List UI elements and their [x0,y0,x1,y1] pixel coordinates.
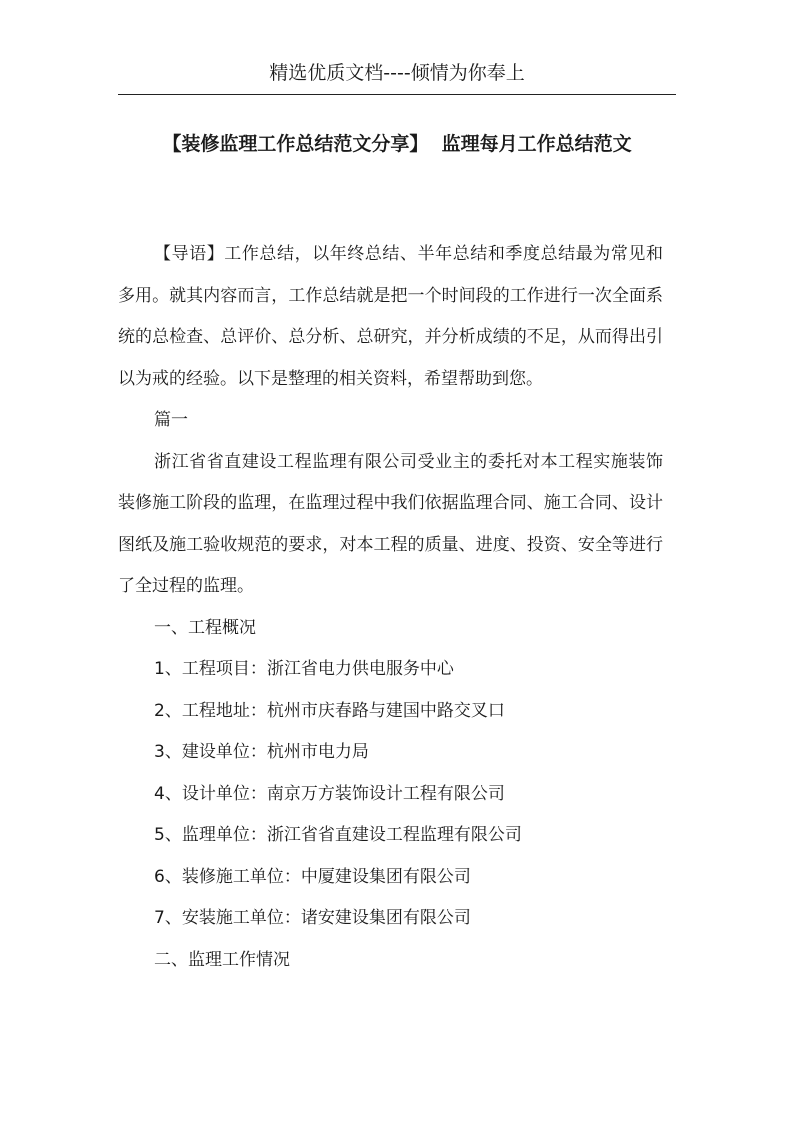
list-item-designer: 4、设计单位：南京万方装饰设计工程有限公司 [154,783,505,804]
document-title: 【装修监理工作总结范文分享】 监理每月工作总结范文 [162,133,632,155]
section-heading-part-one: 篇一 [154,410,188,430]
list-item-developer: 3、建设单位：杭州市电力局 [154,742,369,762]
section-heading-supervision-work: 二、监理工作情况 [154,949,290,970]
body-paragraph: 浙江省省直建设工程监理有限公司受业主的委托对本工程实施装饰装修施工阶段的监理，在监理过程中我们依据监理合同、施工合同、设计图纸及施工验收规范的要求，对本工程的质量、进度、投资、安全等进行了全过程的监理。 [118,451,663,596]
list-item-supervisor: 5、监理单位：浙江省省直建设工程监理有限公司 [154,825,522,845]
header-divider [118,94,676,95]
list-item-project: 1、工程项目：浙江省电力供电服务中心 [154,659,454,679]
list-item-decoration-contractor: 6、装修施工单位：中厦建设集团有限公司 [154,866,471,887]
document-body [118,234,663,981]
page-header: 精选优质文档----倾情为你奉上 [269,62,525,84]
list-item-installation-contractor: 7、安装施工单位：诸安建设集团有限公司 [154,908,471,928]
intro-paragraph: 【导语】工作总结，以年终总结、半年总结和季度总结最为常见和多用。就其内容而言，工作总结就是把一个时间段的工作进行一次全面系统的总检查、总评价、总分析、总研究，并分析成绩的不足，从而得出引以为戒的经验。以下是整理的相关资料，希望帮助到您。 [118,244,663,389]
list-item-address: 2、工程地址：杭州市庆春路与建国中路交叉口 [154,700,505,721]
section-heading-project-overview: 一、工程概况 [154,617,256,638]
